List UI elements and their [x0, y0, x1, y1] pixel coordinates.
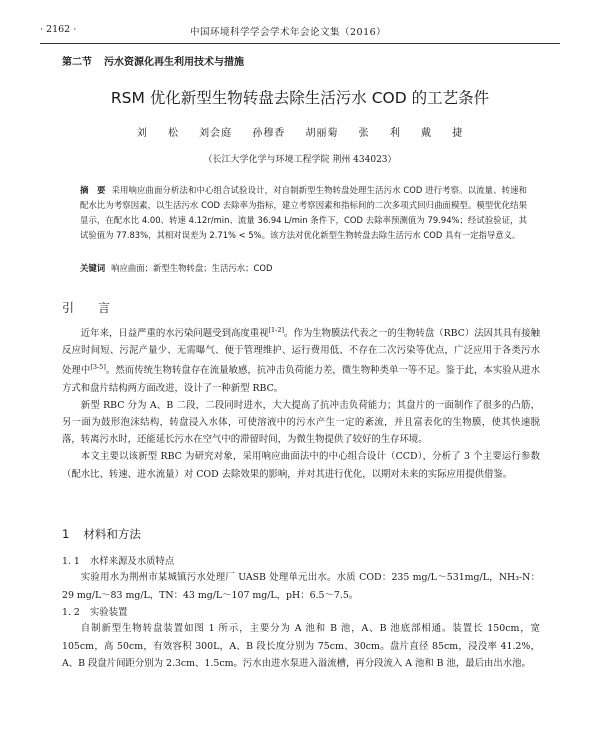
section-title: 污水资源化再生利用技术与措施: [104, 57, 244, 68]
methods-heading-title: 材料和方法: [83, 527, 141, 541]
subsection-title: 水样来源及水质特点: [89, 556, 175, 567]
section-heading: [62, 53, 244, 68]
affiliation: （长江大学化学与环境工程学院 荆州 434023）: [203, 155, 397, 165]
subsection-1-1: [62, 553, 174, 567]
methods-heading: [62, 526, 141, 542]
subsection-1-2-body: 自制新型生物转盘装置如图 1 所示，主要分为 A 池和 B 池，A、B 池底部相通。装置长 150cm，宽 105cm，高 50cm，有效容积 300L，A、B 段长度分别为 75cm、30cm。盘片直径 85cm，浸没率 41.2%，A、B 段盘片间距分别为 2.3cm、1.5cm。污水由进水泵进入溢流槽，再分段流入 A 池和 B 池，最后由出水池。: [62, 623, 540, 669]
subsection-number: 1. 1: [62, 556, 80, 567]
subsection-1-1-body: 实验用水为荆州市某城镇污水处理厂 UASB 处理单元出水。水质 COD：235 mg/L～531mg/L，NH₃-N：29 mg/L～83 mg/L，TN：43 mg/L～107 mg/L，pH：6.5～7.5。: [62, 572, 540, 601]
authors: 刘 松 刘会庭 孙穆香 胡丽菊 张 利 戴 捷: [136, 128, 464, 139]
paper-title: RSM 优化新型生物转盘去除生活污水 COD 的工艺条件: [110, 89, 490, 107]
header-rule: [40, 43, 560, 44]
keywords-text: 响应曲面；新型生物转盘；生活污水；COD: [111, 263, 273, 273]
subsection-number: 1. 2: [62, 607, 80, 618]
section-number: 第二节: [62, 57, 92, 68]
intro-paragraph-3: 本文主要以该新型 RBC 为研究对象，采用响应曲面法中的中心组合设计（CCD），分析了 3 个主要运行参数（配水比、转速、进水流量）对 COD 去除效果的影响，并对其进行优化，以期对未来的实际应用提供借鉴。: [62, 451, 540, 480]
keywords: [80, 262, 527, 274]
intro-paragraph-2: 新型 RBC 分为 A、B 二段，二段同时进水，大大提高了抗冲击负荷能力；其盘片的一面制作了很多的凸筋，另一面为鼓形泡沫结构，转盘浸入水体，可使溶液中的污水产生一定的紊流，并且富表化的生物膜，使其快速脱落，转离污水时，还能延长污水在空气中的滞留时间，为微生物提供了较好的生存环境。: [62, 399, 540, 446]
citation: [3-5]: [90, 363, 106, 372]
intro-body: [62, 322, 540, 483]
intro-paragraph-1: 近年来，日益严重的水污染问题受到高度重视[1-2]。作为生物膜法代表之一的生物转盘（RBC）法因其具有接触反应时间短、污泥产量少、无需曝气、便于管理维护、运行费用低、不存在二次污染等优点，广泛应用于各类污水处理中[3-5]。然而传统生物转盘存在流量敏感，抗冲击负荷能力差，微生物种类单一等不足。鉴于此，本实验从进水方式和盘片结构两方面改进，设计了一种新型 RBC。: [62, 326, 540, 394]
subsection-1-2: [62, 604, 127, 618]
abstract-label: 摘 要: [80, 185, 106, 195]
abstract: [80, 183, 527, 243]
methods-heading-number: 1: [62, 527, 70, 541]
citation: [1-2]: [268, 326, 285, 334]
intro-heading: 引 言: [62, 301, 117, 315]
journal-title: 中国环境科学学会学术年会论文集（2016）: [190, 27, 387, 38]
running-header: [40, 24, 560, 40]
abstract-text: 采用响应曲面分析法和中心组合试验设计，对自制新型生物转盘处理生活污水 COD 进行考察。以流量、转速和配水比为考察因素，以生活污水 COD 去除率为指标，建立考察因素和指标间的二次多项式回归曲面模型。模型优化结果显示，在配水比 4.00、转速 4.12r/min、流量 36.94 L/min 条件下，COD 去除率预测值为 79.94%；经试验验证，其试验值为 77.83%，其相对误差为 2.71% < 5%。该方法对优化新型生物转盘去除生活污水 COD 具有一定指导意义。: [80, 185, 527, 240]
keywords-label: 关键词: [80, 263, 106, 273]
page-number: · 2162 ·: [40, 24, 77, 35]
subsection-title: 实验装置: [89, 607, 128, 618]
